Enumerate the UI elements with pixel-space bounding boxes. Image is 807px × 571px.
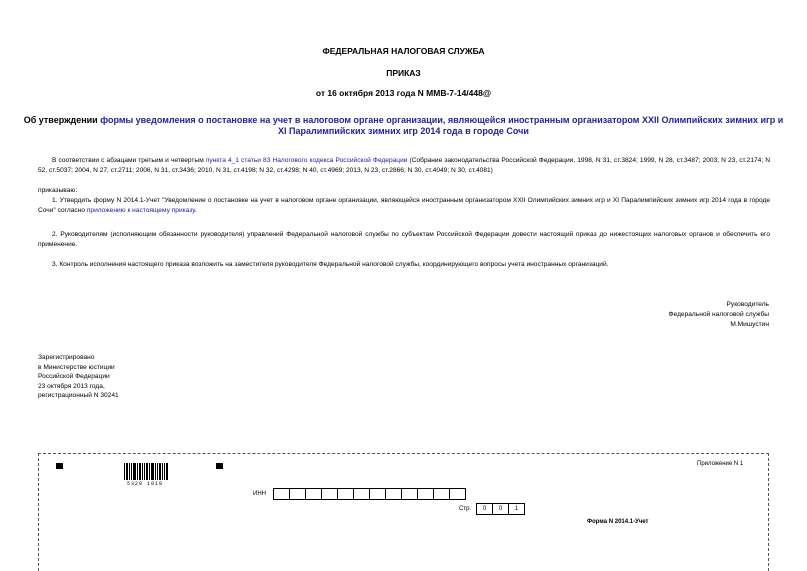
- registration-block: [38, 353, 119, 401]
- registration-line-2: в Министерстве юстиции: [38, 363, 115, 371]
- title-prefix: Об утверждении: [23, 115, 101, 125]
- paragraph-basis: [38, 156, 770, 175]
- inn-cell[interactable]: [337, 488, 354, 500]
- appendix-label: Приложение N 1: [697, 461, 744, 467]
- page-digit-cell: 1: [508, 503, 525, 515]
- paragraph-item-1: [38, 196, 770, 215]
- registration-marker-left: [56, 463, 63, 469]
- inn-cell[interactable]: [433, 488, 450, 500]
- p3-text-a: 1. Утвердить форму N 2014.1-Учет "Уведомление о постановке на учет в налоговом органе организации, являющейся иностранным организатором XXII Олимпийских зимних игр и XI Паралимпийских зимних игр 2014 года в городе Сочи" согласно: [38, 197, 770, 214]
- p1-text-a: В соответствии с абзацами третьим и четвертым: [52, 157, 206, 164]
- registration-marker-right: [216, 463, 223, 469]
- p3-text-b: .: [194, 206, 197, 214]
- signature-line-2: Федеральной налоговой службы: [668, 311, 769, 318]
- inn-input-cells[interactable]: [273, 488, 465, 500]
- page-digit-cell: 0: [492, 503, 509, 515]
- signature-line-3: М.Мишустин: [730, 321, 769, 328]
- inn-cell[interactable]: [289, 488, 306, 500]
- inn-cell[interactable]: [321, 488, 338, 500]
- registration-line-1: Зарегистрировано: [38, 354, 95, 361]
- inn-cell[interactable]: [417, 488, 434, 500]
- appendix-link[interactable]: приложению к настоящему приказу: [86, 206, 195, 214]
- inn-cell[interactable]: [385, 488, 402, 500]
- signature-block: [669, 300, 769, 330]
- document-title: [22, 115, 785, 137]
- page-label: Стр.: [459, 506, 472, 512]
- barcode-number: 5320 1018: [127, 481, 164, 487]
- title-link[interactable]: формы уведомления о постановке на учет в налоговом органе организации, являющейся иностранным организатором XXII Олимпийских зимних игр и XI Паралимпийских зимних игр 2014 года в городе Сочи: [100, 115, 784, 136]
- signature-line-1: Руководитель: [726, 301, 769, 308]
- inn-cell[interactable]: [273, 488, 290, 500]
- doc-type-heading: ПРИКАЗ: [386, 68, 421, 78]
- inn-cell[interactable]: [401, 488, 418, 500]
- registration-line-3: Российской Федерации: [38, 373, 110, 380]
- agency-heading: ФЕДЕРАЛЬНАЯ НАЛОГОВАЯ СЛУЖБА: [322, 46, 485, 56]
- form-name: Форма N 2014.1-Учет: [587, 519, 649, 525]
- page-digit-cell: 0: [476, 503, 493, 515]
- paragraph-order: приказываю:: [38, 187, 78, 194]
- paragraph-item-3: 3. Контроль исполнения настоящего приказа возложить на заместителя руководителя Федеральной налоговой службы, координирующего вопросы учета иностранных организаций.: [52, 261, 609, 268]
- registration-line-4: 23 октября 2013 года,: [38, 382, 105, 390]
- inn-cell[interactable]: [369, 488, 386, 500]
- date-number-heading: от 16 октября 2013 года N ММВ-7-14/448@: [315, 88, 492, 98]
- inn-cell[interactable]: [305, 488, 322, 500]
- page-number-cells: [476, 503, 524, 515]
- registration-line-5: регистрационный N 30241: [38, 392, 119, 399]
- inn-cell[interactable]: [449, 488, 466, 500]
- p1-text-b: (Собрание законодательства Российской Федерации, 1998, N 31, ст.3824; 1999, N 28, ст.3487; 2003, N 23, ст.2174; N 52, ст.5037; 2004, N 27, ст.2711; 2006, N 31, ст.3436; 2010, N 31, ст.4198; N 32, ст.4298; N 40, ст.4969; 2013, N 23, ст.2866; N 30, ст.4049; N 30, ст.4081): [38, 157, 771, 174]
- paragraph-item-2: 2. Руководителям (исполняющим обязанности руководителя) управлений Федеральной налоговой службы по субъектам Российской Федерации довести настоящий приказ до нижестоящих налоговых органов и обеспечить его применение.: [38, 231, 770, 248]
- inn-label: ИНН: [253, 491, 266, 497]
- inn-cell[interactable]: [353, 488, 370, 500]
- tax-code-link[interactable]: пункта 4_1 статьи 83 Налогового кодекса Российской Федерации: [205, 157, 408, 164]
- barcode-icon: [124, 463, 168, 480]
